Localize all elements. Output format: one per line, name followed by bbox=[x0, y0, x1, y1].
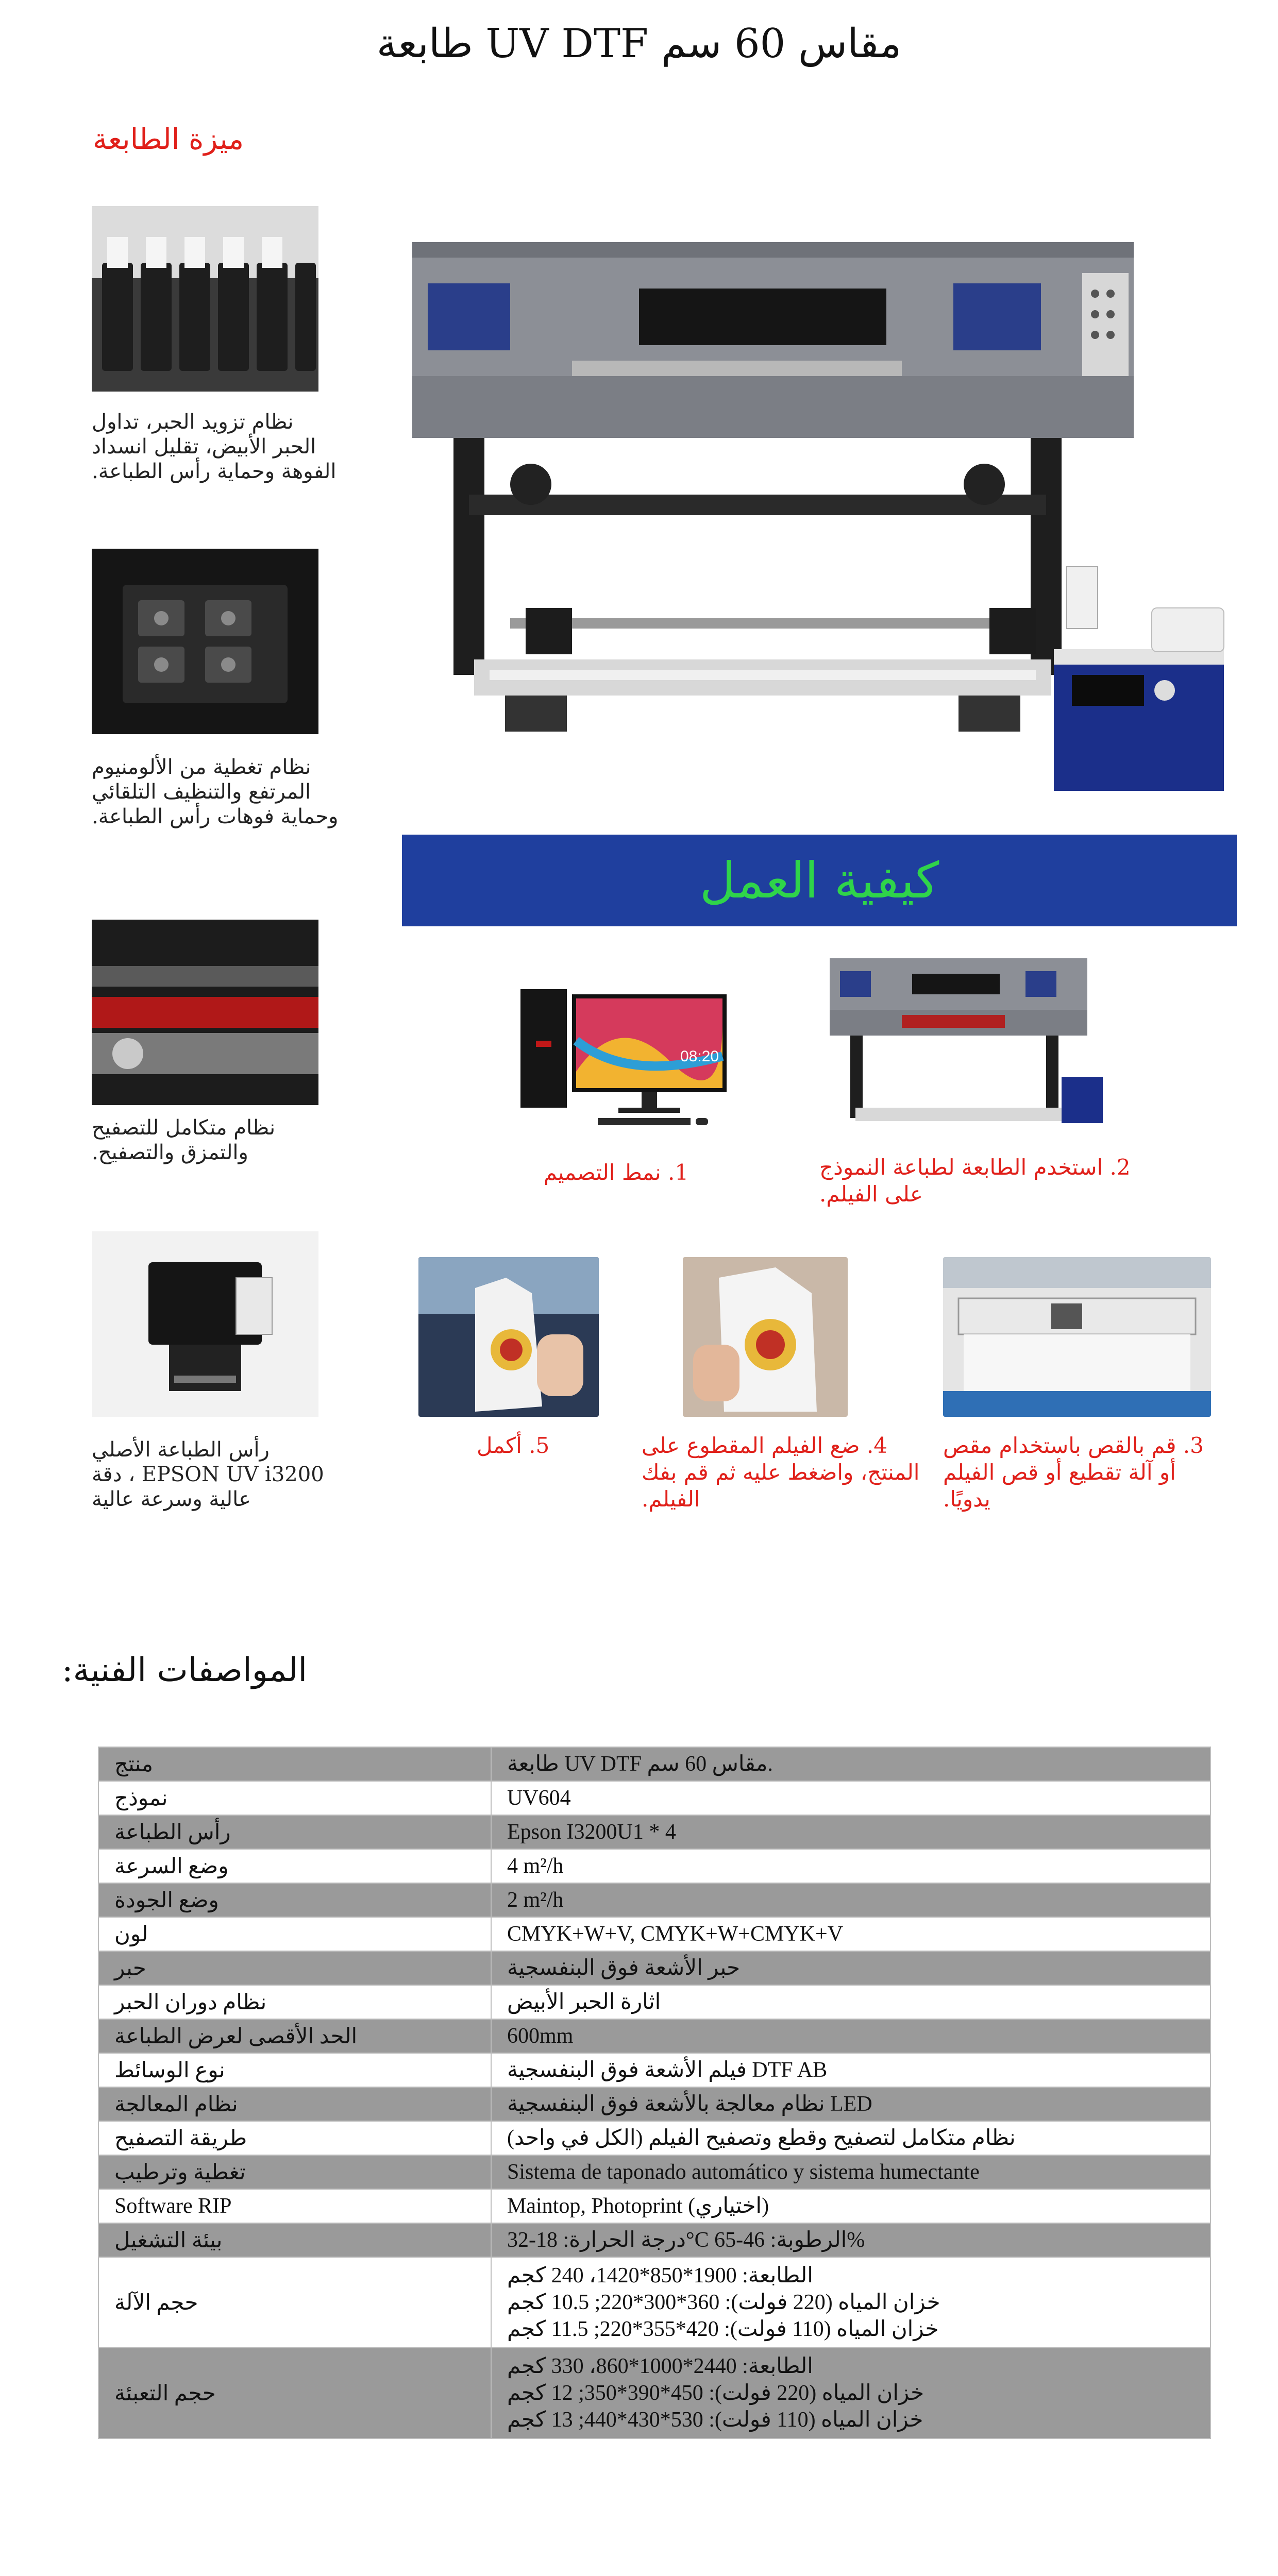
step1-caption: 1. نمط التصميم bbox=[544, 1160, 689, 1185]
spec-value bbox=[491, 1917, 1210, 1951]
spec-row bbox=[98, 2189, 1210, 2223]
spec-row bbox=[98, 2121, 1210, 2155]
spec-key: نوع الوسائط bbox=[98, 2053, 491, 2087]
spec-value bbox=[491, 1849, 1210, 1883]
capping-station-icon bbox=[92, 549, 318, 734]
spec-key: حجم الآلة bbox=[98, 2257, 491, 2348]
spec-key: رأس الطباعة bbox=[98, 1815, 491, 1849]
spec-value-line: 600mm bbox=[507, 2024, 574, 2048]
spec-value-line: UV604 bbox=[507, 1786, 571, 1810]
how-it-works-banner bbox=[402, 835, 1237, 926]
spec-value-line: فيلم الأشعة فوق البنفسجية DTF AB bbox=[507, 2058, 828, 2082]
spec-row bbox=[98, 1849, 1210, 1883]
spec-value bbox=[491, 2019, 1210, 2053]
spec-value bbox=[491, 1781, 1210, 1815]
capping-station-image bbox=[92, 549, 318, 734]
spec-row bbox=[98, 2053, 1210, 2087]
spec-value bbox=[491, 2223, 1210, 2257]
step5-caption: 5. أكمل bbox=[477, 1433, 550, 1458]
ink-supply-image bbox=[92, 206, 318, 392]
spec-row bbox=[98, 1883, 1210, 1917]
printer-small-icon bbox=[819, 948, 1108, 1133]
spec-value bbox=[491, 1815, 1210, 1849]
spec-key: بيئة التشغيل bbox=[98, 2223, 491, 2257]
spec-key: الحد الأقصى لعرض الطباعة bbox=[98, 2019, 491, 2053]
spec-row bbox=[98, 1781, 1210, 1815]
printer-icon bbox=[392, 206, 1237, 799]
spec-row bbox=[98, 2087, 1210, 2121]
cutter-icon bbox=[943, 1257, 1211, 1417]
spec-value-line: نظام معالجة بالأشعة فوق البنفسجية LED bbox=[507, 2092, 872, 2116]
spec-row bbox=[98, 2257, 1210, 2348]
spec-value bbox=[491, 1747, 1210, 1781]
spec-value bbox=[491, 2087, 1210, 2121]
spec-value-line: Maintop, Photoprint (اختياري) bbox=[507, 2194, 769, 2218]
uv-dtf-printer-image bbox=[392, 206, 1237, 799]
step5-bottle-image bbox=[418, 1257, 599, 1417]
feature-text-2: نظام تغطية من الألومنيوم المرتفع والتنظيف التلقائي وحماية فوهات رأس الطباعة. bbox=[92, 755, 339, 828]
screen-clock: 08:20 bbox=[680, 1048, 719, 1065]
specs-heading: المواصفات الفنية: bbox=[62, 1651, 308, 1689]
step3-cutter-image bbox=[943, 1257, 1211, 1417]
computer-icon bbox=[515, 979, 732, 1139]
lamination-roller-icon bbox=[92, 920, 318, 1105]
spec-key: حجم التعبئة bbox=[98, 2348, 491, 2438]
bottle-hand-icon bbox=[418, 1257, 599, 1417]
spec-key: تغطية وترطيب bbox=[98, 2155, 491, 2189]
spec-value bbox=[491, 2348, 1210, 2438]
spec-value-line: خزان المياه (110 فولت): 530*430*440; 13 كجم bbox=[507, 2408, 923, 2432]
spec-row bbox=[98, 2155, 1210, 2189]
spec-row bbox=[98, 1951, 1210, 1985]
step4-caption: 4. ضع الفيلم المقطوع على المنتج، واضغط عليه ثم قم بفك الفيلم. bbox=[642, 1433, 920, 1512]
spec-value bbox=[491, 2155, 1210, 2189]
step1-computer-image bbox=[515, 979, 732, 1139]
spec-key: لون bbox=[98, 1917, 491, 1951]
spec-key: منتج bbox=[98, 1747, 491, 1781]
spec-key: طريقة التصفيح bbox=[98, 2121, 491, 2155]
spec-row bbox=[98, 1917, 1210, 1951]
features-heading: ميزة الطابعة bbox=[93, 123, 244, 156]
spec-value-line: خزان المياه (110 فولت): 420*355*220; 11.5 كجم bbox=[507, 2317, 939, 2341]
spec-value-line: الطابعة: 2440*1000*860، 330 كجم bbox=[507, 2354, 813, 2378]
spec-key: Software RIP bbox=[98, 2189, 491, 2223]
spec-key: نظام المعالجة bbox=[98, 2087, 491, 2121]
step3-caption: 3. قم بالقص باستخدام مقص أو آلة تقطيع أو قص الفيلم يدويًا. bbox=[943, 1433, 1204, 1512]
spec-row bbox=[98, 2223, 1210, 2257]
spec-value bbox=[491, 2053, 1210, 2087]
spec-value bbox=[491, 2189, 1210, 2223]
spec-row bbox=[98, 1815, 1210, 1849]
spec-value bbox=[491, 1985, 1210, 2019]
apply-film-icon bbox=[683, 1257, 848, 1417]
spec-value bbox=[491, 1883, 1210, 1917]
ink-bottles-icon bbox=[92, 206, 318, 392]
spec-value-line: 4 m²/h bbox=[507, 1854, 564, 1878]
spec-row bbox=[98, 2019, 1210, 2053]
spec-value bbox=[491, 2257, 1210, 2348]
spec-row bbox=[98, 1985, 1210, 2019]
feature-text-1: نظام تزويد الحبر، تداول الحبر الأبيض، تقليل انسداد الفوهة وحماية رأس الطباعة. bbox=[92, 410, 337, 483]
spec-value-line: 2 m²/h bbox=[507, 1888, 564, 1912]
step2-caption: 2. استخدم الطابعة لطباعة النموذج على الفيلم. bbox=[819, 1155, 1131, 1207]
spec-value-line: خزان المياه (220 فولت): 360*300*220; 10.5 كجم bbox=[507, 2291, 940, 2314]
how-it-works-title: كيفية العمل bbox=[699, 852, 939, 909]
spec-key: نظام دوران الحبر bbox=[98, 1985, 491, 2019]
specs-table bbox=[98, 1747, 1211, 2439]
spec-value-line: Epson I3200U1 * 4 bbox=[507, 1820, 676, 1844]
spec-value bbox=[491, 1951, 1210, 1985]
printhead-image bbox=[92, 1231, 318, 1417]
spec-value-line: خزان المياه (220 فولت): 450*390*350; 12 كجم bbox=[507, 2381, 924, 2405]
spec-value-line: طابعة UV DTF مقاس 60 سم. bbox=[507, 1752, 773, 1776]
feature-text-4: رأس الطباعة الأصلي EPSON UV i3200 ، دقة عالية وسرعة عالية bbox=[92, 1438, 324, 1511]
spec-key: حبر bbox=[98, 1951, 491, 1985]
spec-value-line: الطابعة: 1900*850*1420، 240 كجم bbox=[507, 2264, 813, 2287]
spec-row bbox=[98, 1747, 1210, 1781]
step2-printer-image bbox=[819, 948, 1108, 1133]
spec-value bbox=[491, 2121, 1210, 2155]
spec-key: وضع السرعة bbox=[98, 1849, 491, 1883]
spec-value-line: اثارة الحبر الأبيض bbox=[507, 1990, 661, 2014]
spec-row bbox=[98, 2348, 1210, 2438]
feature-text-3: نظام متكامل للتصفيح والتمزق والتصفيح. bbox=[92, 1116, 276, 1164]
lamination-image bbox=[92, 920, 318, 1105]
spec-key: نموذج bbox=[98, 1781, 491, 1815]
spec-value-line: درجة الحرارة: 18-32°C الرطوبة: 46-65% bbox=[507, 2228, 865, 2252]
spec-value-line: نظام متكامل لتصفيح وقطع وتصفيح الفيلم (الكل في واحد) bbox=[507, 2126, 1016, 2150]
spec-value-line: Sistema de taponado automático y sistema humectante bbox=[507, 2160, 980, 2184]
page-title: طابعة UV DTF مقاس 60 سم bbox=[376, 21, 902, 67]
spec-key: وضع الجودة bbox=[98, 1883, 491, 1917]
printhead-icon bbox=[92, 1231, 318, 1417]
step4-apply-image bbox=[683, 1257, 848, 1417]
spec-value-line: حبر الأشعة فوق البنفسجية bbox=[507, 1956, 741, 1980]
spec-value-line: CMYK+W+V, CMYK+W+CMYK+V bbox=[507, 1922, 844, 1946]
